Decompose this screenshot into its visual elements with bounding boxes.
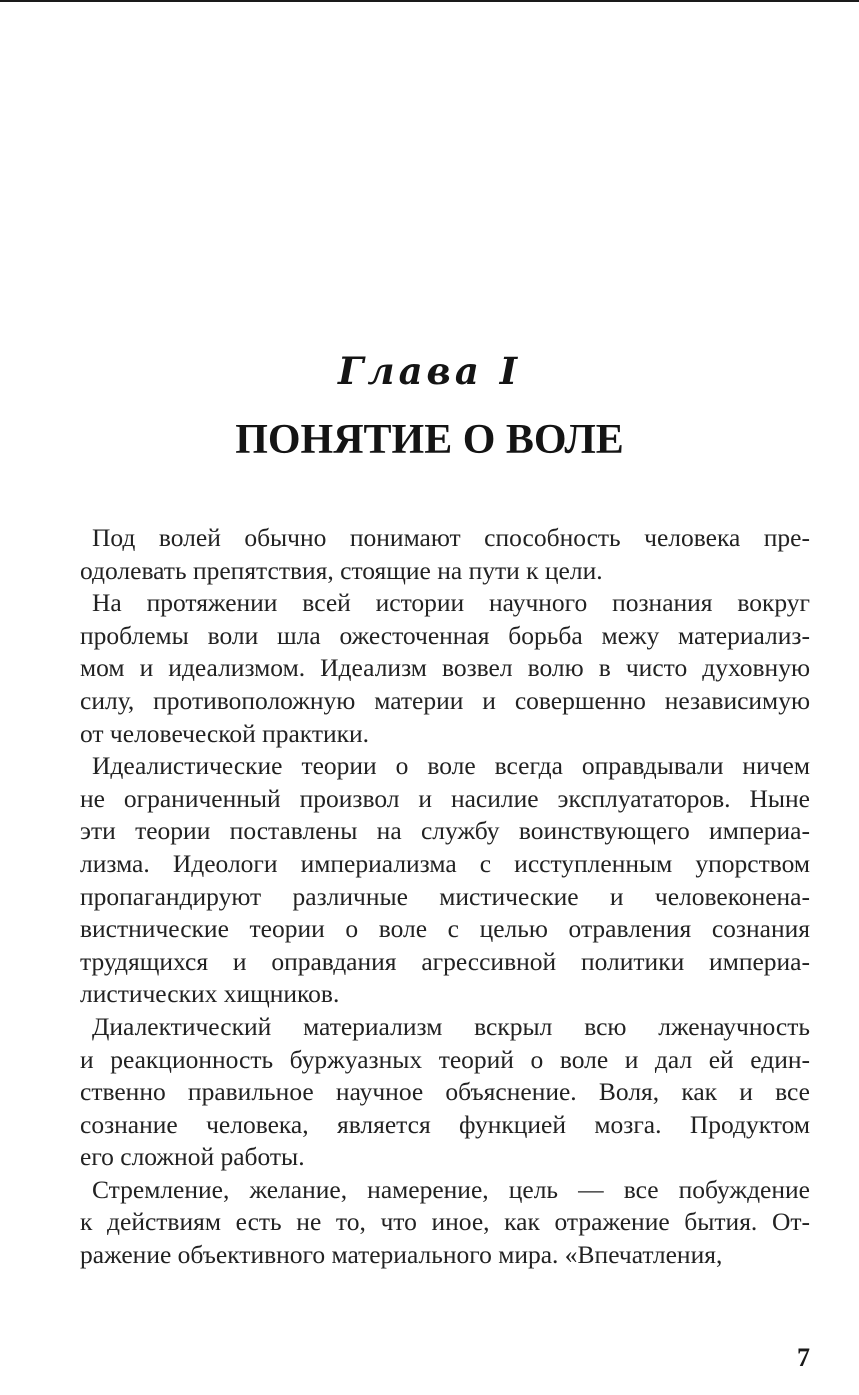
paragraph: [80, 1174, 810, 1272]
chapter-title: ПОНЯТИЕ О ВОЛЕ: [235, 417, 624, 463]
text-line: эти теории поставлены на службу воинствующего империа-: [80, 816, 810, 846]
text-line: одолевать препятствия, стоящие на пути к цели.: [80, 555, 603, 585]
text-line: листических хищников.: [80, 979, 340, 1009]
text-line: трудящихся и оправдания агрессивной политики империа-: [80, 946, 810, 976]
text-line: и реакционность буржуазных теорий о воле и дал ей един-: [80, 1044, 810, 1074]
text-line: его сложной работы.: [80, 1142, 305, 1172]
text-line: силу, противоположную материи и совершенно независимую: [80, 685, 810, 715]
text-line: Стремление, желание, намерение, цель — все побуждение: [92, 1174, 810, 1204]
text-line: Идеалистические теории о воле всегда оправдывали ничем: [92, 751, 810, 781]
paragraph: [80, 522, 810, 587]
text-line: к действиям есть не то, что иное, как отражение бытия. От-: [80, 1207, 810, 1237]
text-line: ражение объективного материального мира. «Впечатления,: [80, 1240, 723, 1270]
top-border-line: [0, 0, 859, 2]
body-text: [80, 522, 810, 1272]
chapter-label: Глава I: [337, 349, 522, 393]
text-line: ственно правильное научное объяснение. Воля, как и все: [80, 1077, 810, 1107]
paragraph: [80, 750, 810, 1011]
text-line: от человеческой практики.: [80, 718, 370, 748]
page-number: 7: [797, 1343, 810, 1372]
text-line: мом и идеализмом. Идеализм возвел волю в чисто духовную: [80, 653, 810, 683]
text-line: проблемы воли шла ожесточенная борьба межу материализ-: [80, 620, 810, 650]
text-line: пропагандируют различные мистические и человеконена-: [80, 881, 810, 911]
text-line: вистнические теории о воле с целью отравления сознания: [80, 914, 810, 944]
text-line: Под волей обычно понимают способность человека пре-: [92, 523, 810, 552]
text-line: Диалектический материализм вскрыл всю лженаучность: [92, 1011, 810, 1041]
text-line: На протяжении всей истории научного познания вокруг: [92, 588, 810, 618]
paragraph: [80, 1011, 810, 1174]
text-line: сознание человека, является функцией мозга. Продуктом: [80, 1109, 810, 1139]
paragraph: [80, 587, 810, 750]
text-line: не ограниченный произвол и насилие эксплуататоров. Ныне: [80, 783, 810, 813]
text-line: лизма. Идеологи империализма с исступленным упорством: [80, 848, 810, 878]
